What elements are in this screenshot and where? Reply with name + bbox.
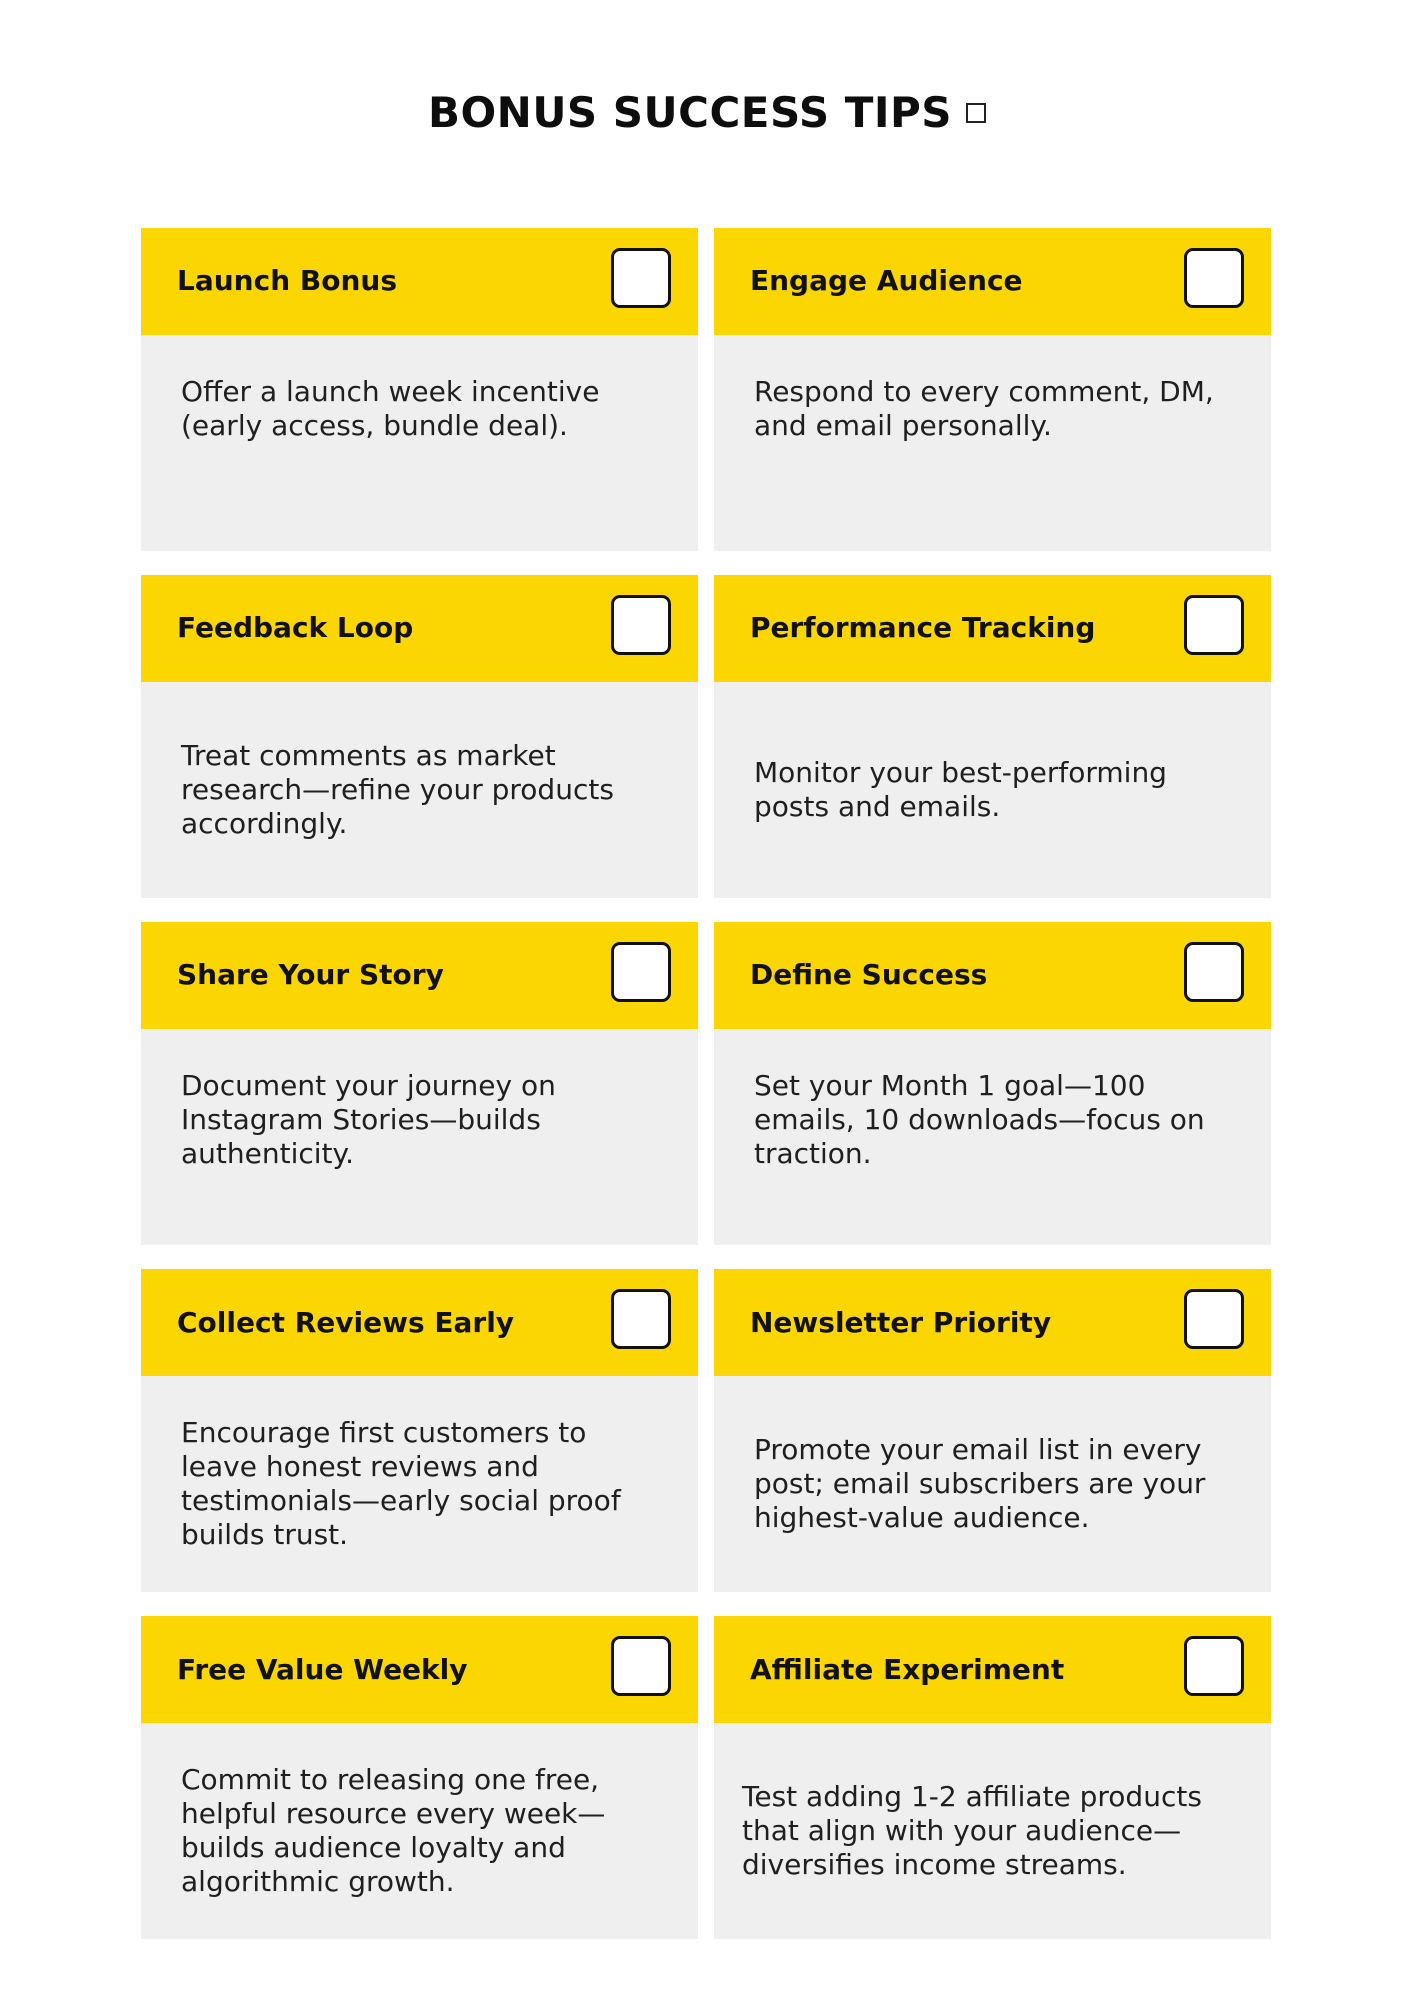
tip-text: Monitor your best-performing posts and emails. — [754, 756, 1167, 823]
tip-text: Commit to releasing one free, helpful resource every week—builds audience loyalty and algorithmic growth. — [181, 1763, 606, 1898]
tip-card-body — [141, 1376, 698, 1592]
tip-text: Promote your email list in every post; email subscribers are your highest-value audience. — [754, 1433, 1206, 1534]
tip-title: Share Your Story — [177, 958, 444, 991]
tip-checkbox[interactable] — [1184, 1636, 1244, 1696]
tip-card-launch-bonus — [141, 228, 698, 551]
tip-card-header — [714, 1269, 1271, 1376]
tip-card-body — [141, 335, 698, 551]
tip-card-body — [714, 1723, 1271, 1939]
tip-checkbox[interactable] — [611, 942, 671, 1002]
tip-card-define-success — [714, 922, 1271, 1245]
tip-title: Collect Reviews Early — [177, 1306, 515, 1339]
tip-text: Test adding 1-2 affiliate products that align with your audience—diversifies income streams. — [742, 1780, 1202, 1881]
page-title-text: BONUS SUCCESS TIPS — [427, 88, 953, 137]
tip-card-free-value-weekly — [141, 1616, 698, 1939]
tip-checkbox[interactable] — [1184, 942, 1244, 1002]
tip-card-header — [714, 228, 1271, 335]
tip-card-header — [141, 922, 698, 1029]
tip-checkbox[interactable] — [1184, 248, 1244, 308]
tip-card-header — [141, 575, 698, 682]
tip-title: Affiliate Experiment — [750, 1653, 1065, 1686]
tip-title: Launch Bonus — [177, 264, 397, 297]
tip-text: Document your journey on Instagram Stories—builds authenticity. — [181, 1069, 556, 1170]
tip-card-feedback-loop — [141, 575, 698, 898]
tip-card-body — [141, 682, 698, 898]
tips-grid — [141, 228, 1271, 1939]
tip-title: Define Success — [750, 958, 988, 991]
tip-text: Offer a launch week incentive (early access, bundle deal). — [181, 375, 600, 442]
tip-title: Engage Audience — [750, 264, 1023, 297]
tip-title: Feedback Loop — [177, 611, 414, 644]
tip-text: Treat comments as market research—refine your products accordingly. — [181, 739, 614, 840]
tip-checkbox[interactable] — [1184, 1289, 1244, 1349]
tip-title: Newsletter Priority — [750, 1306, 1052, 1339]
tip-checkbox[interactable] — [611, 1636, 671, 1696]
tip-card-performance-tracking — [714, 575, 1271, 898]
tip-text: Respond to every comment, DM, and email personally. — [754, 375, 1214, 442]
tip-checkbox[interactable] — [1184, 595, 1244, 655]
tip-card-body — [714, 1029, 1271, 1245]
title-box-icon — [966, 103, 986, 123]
tip-text: Set your Month 1 goal—100 emails, 10 downloads—focus on traction. — [754, 1069, 1205, 1170]
tip-card-body — [714, 1376, 1271, 1592]
tip-text: Encourage first customers to leave honest reviews and testimonials—early social proof builds trust. — [181, 1416, 621, 1551]
tip-checkbox[interactable] — [611, 1289, 671, 1349]
tip-checkbox[interactable] — [611, 595, 671, 655]
tip-card-body — [141, 1723, 698, 1939]
tip-card-share-your-story — [141, 922, 698, 1245]
tip-card-body — [141, 1029, 698, 1245]
tip-card-header — [141, 1269, 698, 1376]
tip-card-header — [141, 1616, 698, 1723]
tip-card-header — [714, 575, 1271, 682]
tip-card-header — [714, 922, 1271, 1029]
tip-card-header — [714, 1616, 1271, 1723]
tip-card-header — [141, 228, 698, 335]
tip-card-collect-reviews — [141, 1269, 698, 1592]
tip-card-affiliate-experiment — [714, 1616, 1271, 1939]
tip-checkbox[interactable] — [611, 248, 671, 308]
tip-title: Performance Tracking — [750, 611, 1096, 644]
tip-title: Free Value Weekly — [177, 1653, 468, 1686]
tip-card-newsletter-priority — [714, 1269, 1271, 1592]
tip-card-body — [714, 682, 1271, 898]
tip-card-engage-audience — [714, 228, 1271, 551]
page-title — [0, 87, 1414, 139]
tip-card-body — [714, 335, 1271, 551]
